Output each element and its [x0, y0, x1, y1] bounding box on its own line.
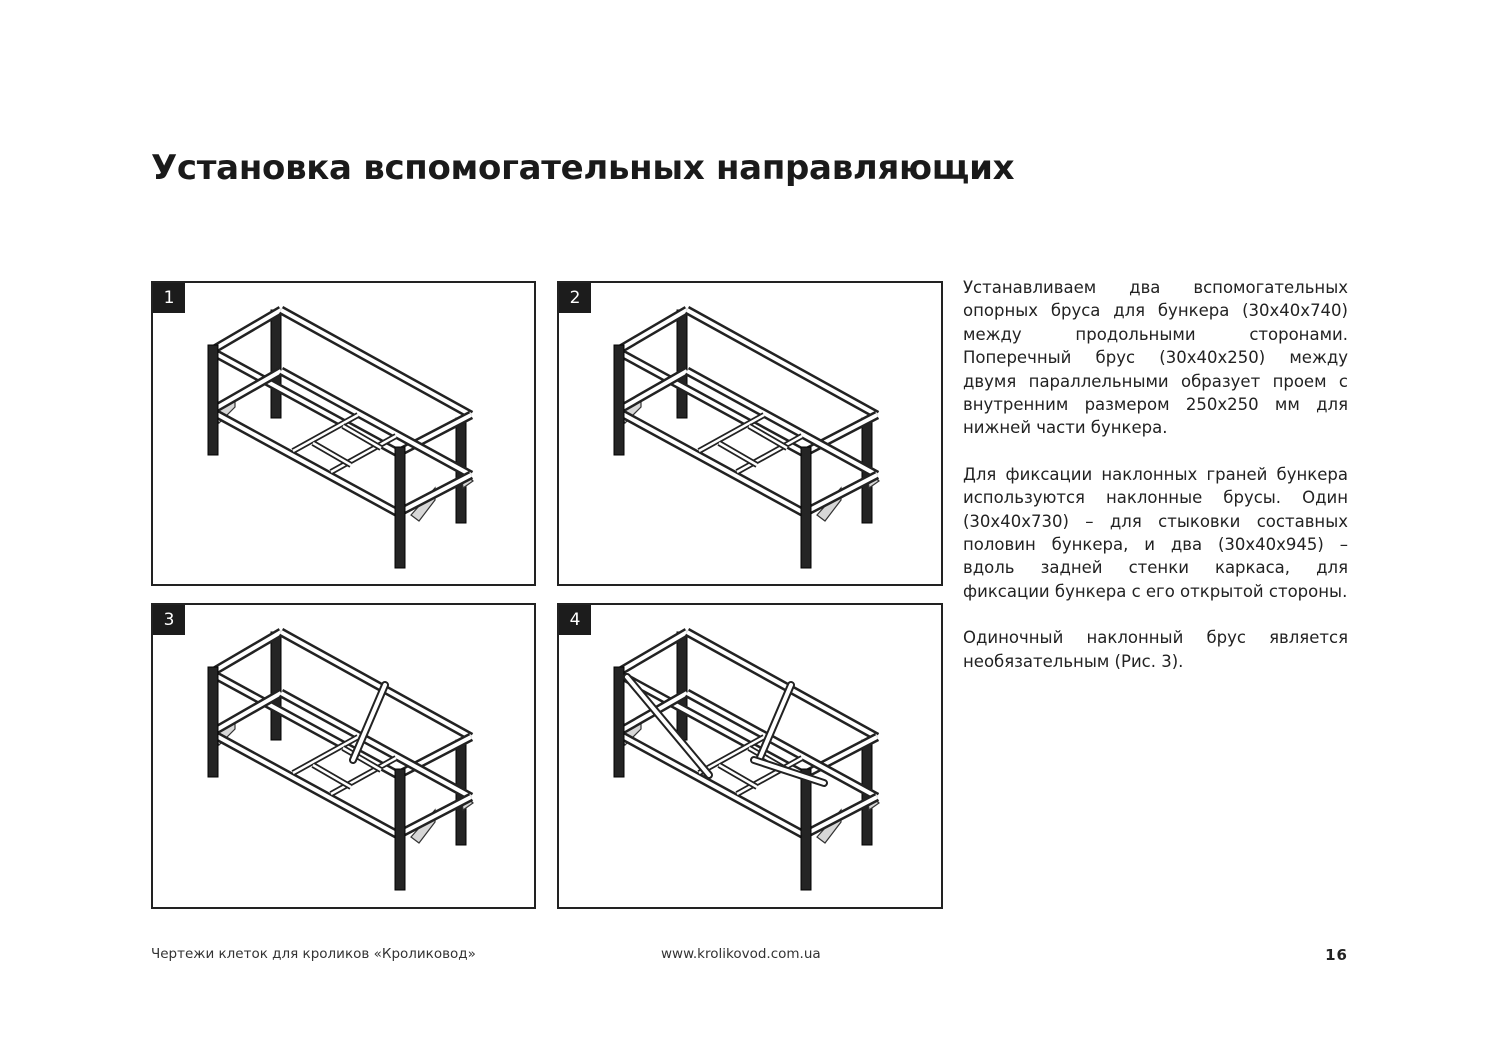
top-front-rail-highlight	[617, 351, 804, 453]
frame-drawing-3	[153, 605, 534, 907]
page-number: 16	[1325, 946, 1348, 964]
footer-website-link[interactable]: www.krolikovod.com.ua	[661, 946, 821, 962]
figure-1	[151, 281, 536, 586]
front-left-post	[614, 345, 624, 455]
lower-front-rail-highlight	[211, 733, 398, 835]
support-slat-highlight	[293, 737, 358, 773]
front-left-post	[208, 667, 218, 777]
top-back-rail-highlight	[281, 310, 471, 415]
figure-number-badge: 4	[559, 605, 591, 635]
paragraph-3: Одиночный наклонный брус является необязательным (Рис. 3).	[963, 628, 1348, 671]
support-slat-highlight	[331, 436, 396, 472]
figure-number-badge: 1	[153, 283, 185, 313]
support-slat-highlight	[699, 737, 764, 773]
top-back-rail-highlight	[281, 632, 471, 737]
support-slat-highlight	[699, 415, 764, 451]
lower-front-rail-highlight	[617, 733, 804, 835]
lower-back-rail-highlight	[281, 371, 471, 475]
back-left-post	[677, 310, 687, 418]
footer-publication: Чертежи клеток для кроликов «Кроликовод»	[151, 946, 476, 962]
back-left-post	[271, 310, 281, 418]
frame-drawing-1	[153, 283, 534, 584]
support-slat-highlight	[719, 765, 757, 787]
paragraph-2: Для фиксации наклонных граней бункера используются наклонные брусы. Один (30х40х730) – для стыковки составных половин бункера, и два (30х40х945) – вдоль задней стенки каркаса, для фиксации бункера с его открытой стороны.	[963, 464, 1348, 601]
description-text	[963, 276, 1348, 696]
support-slat-highlight	[313, 443, 351, 465]
front-left-post	[614, 667, 624, 777]
front-left-post	[208, 345, 218, 455]
front-right-post	[395, 447, 405, 568]
lower-front-rail-highlight	[617, 411, 804, 513]
figure-2	[557, 281, 943, 586]
support-slat-highlight	[737, 436, 802, 472]
page-title: Установка вспомогательных направляющих	[151, 148, 1015, 188]
paragraph-1: Устанавливаем два вспомогательных опорных бруса для бункера (30х40х740) между продольными сторонами. Поперечный брус (30х40х250) между двумя параллельными образует проем с внутренним размером 250х250 мм для нижней части бункера.	[963, 278, 1348, 438]
back-left-post	[271, 632, 281, 740]
frame-drawing-4	[559, 605, 941, 907]
frame-drawing-2	[559, 283, 941, 584]
support-slat-highlight	[313, 765, 351, 787]
support-slat-highlight	[293, 415, 358, 451]
back-left-post	[677, 632, 687, 740]
support-slat-highlight	[331, 758, 396, 794]
lower-back-rail-highlight	[687, 371, 877, 475]
figure-4	[557, 603, 943, 909]
figure-3	[151, 603, 536, 909]
front-right-post	[801, 447, 811, 568]
support-slat-highlight	[719, 443, 757, 465]
lower-front-rail-highlight	[211, 411, 398, 513]
figure-number-badge: 3	[153, 605, 185, 635]
top-back-rail-highlight	[687, 310, 877, 415]
figure-number-badge: 2	[559, 283, 591, 313]
front-right-post	[395, 769, 405, 890]
front-right-post	[801, 769, 811, 890]
top-back-rail-highlight	[687, 632, 877, 737]
top-front-rail-highlight	[211, 351, 398, 453]
